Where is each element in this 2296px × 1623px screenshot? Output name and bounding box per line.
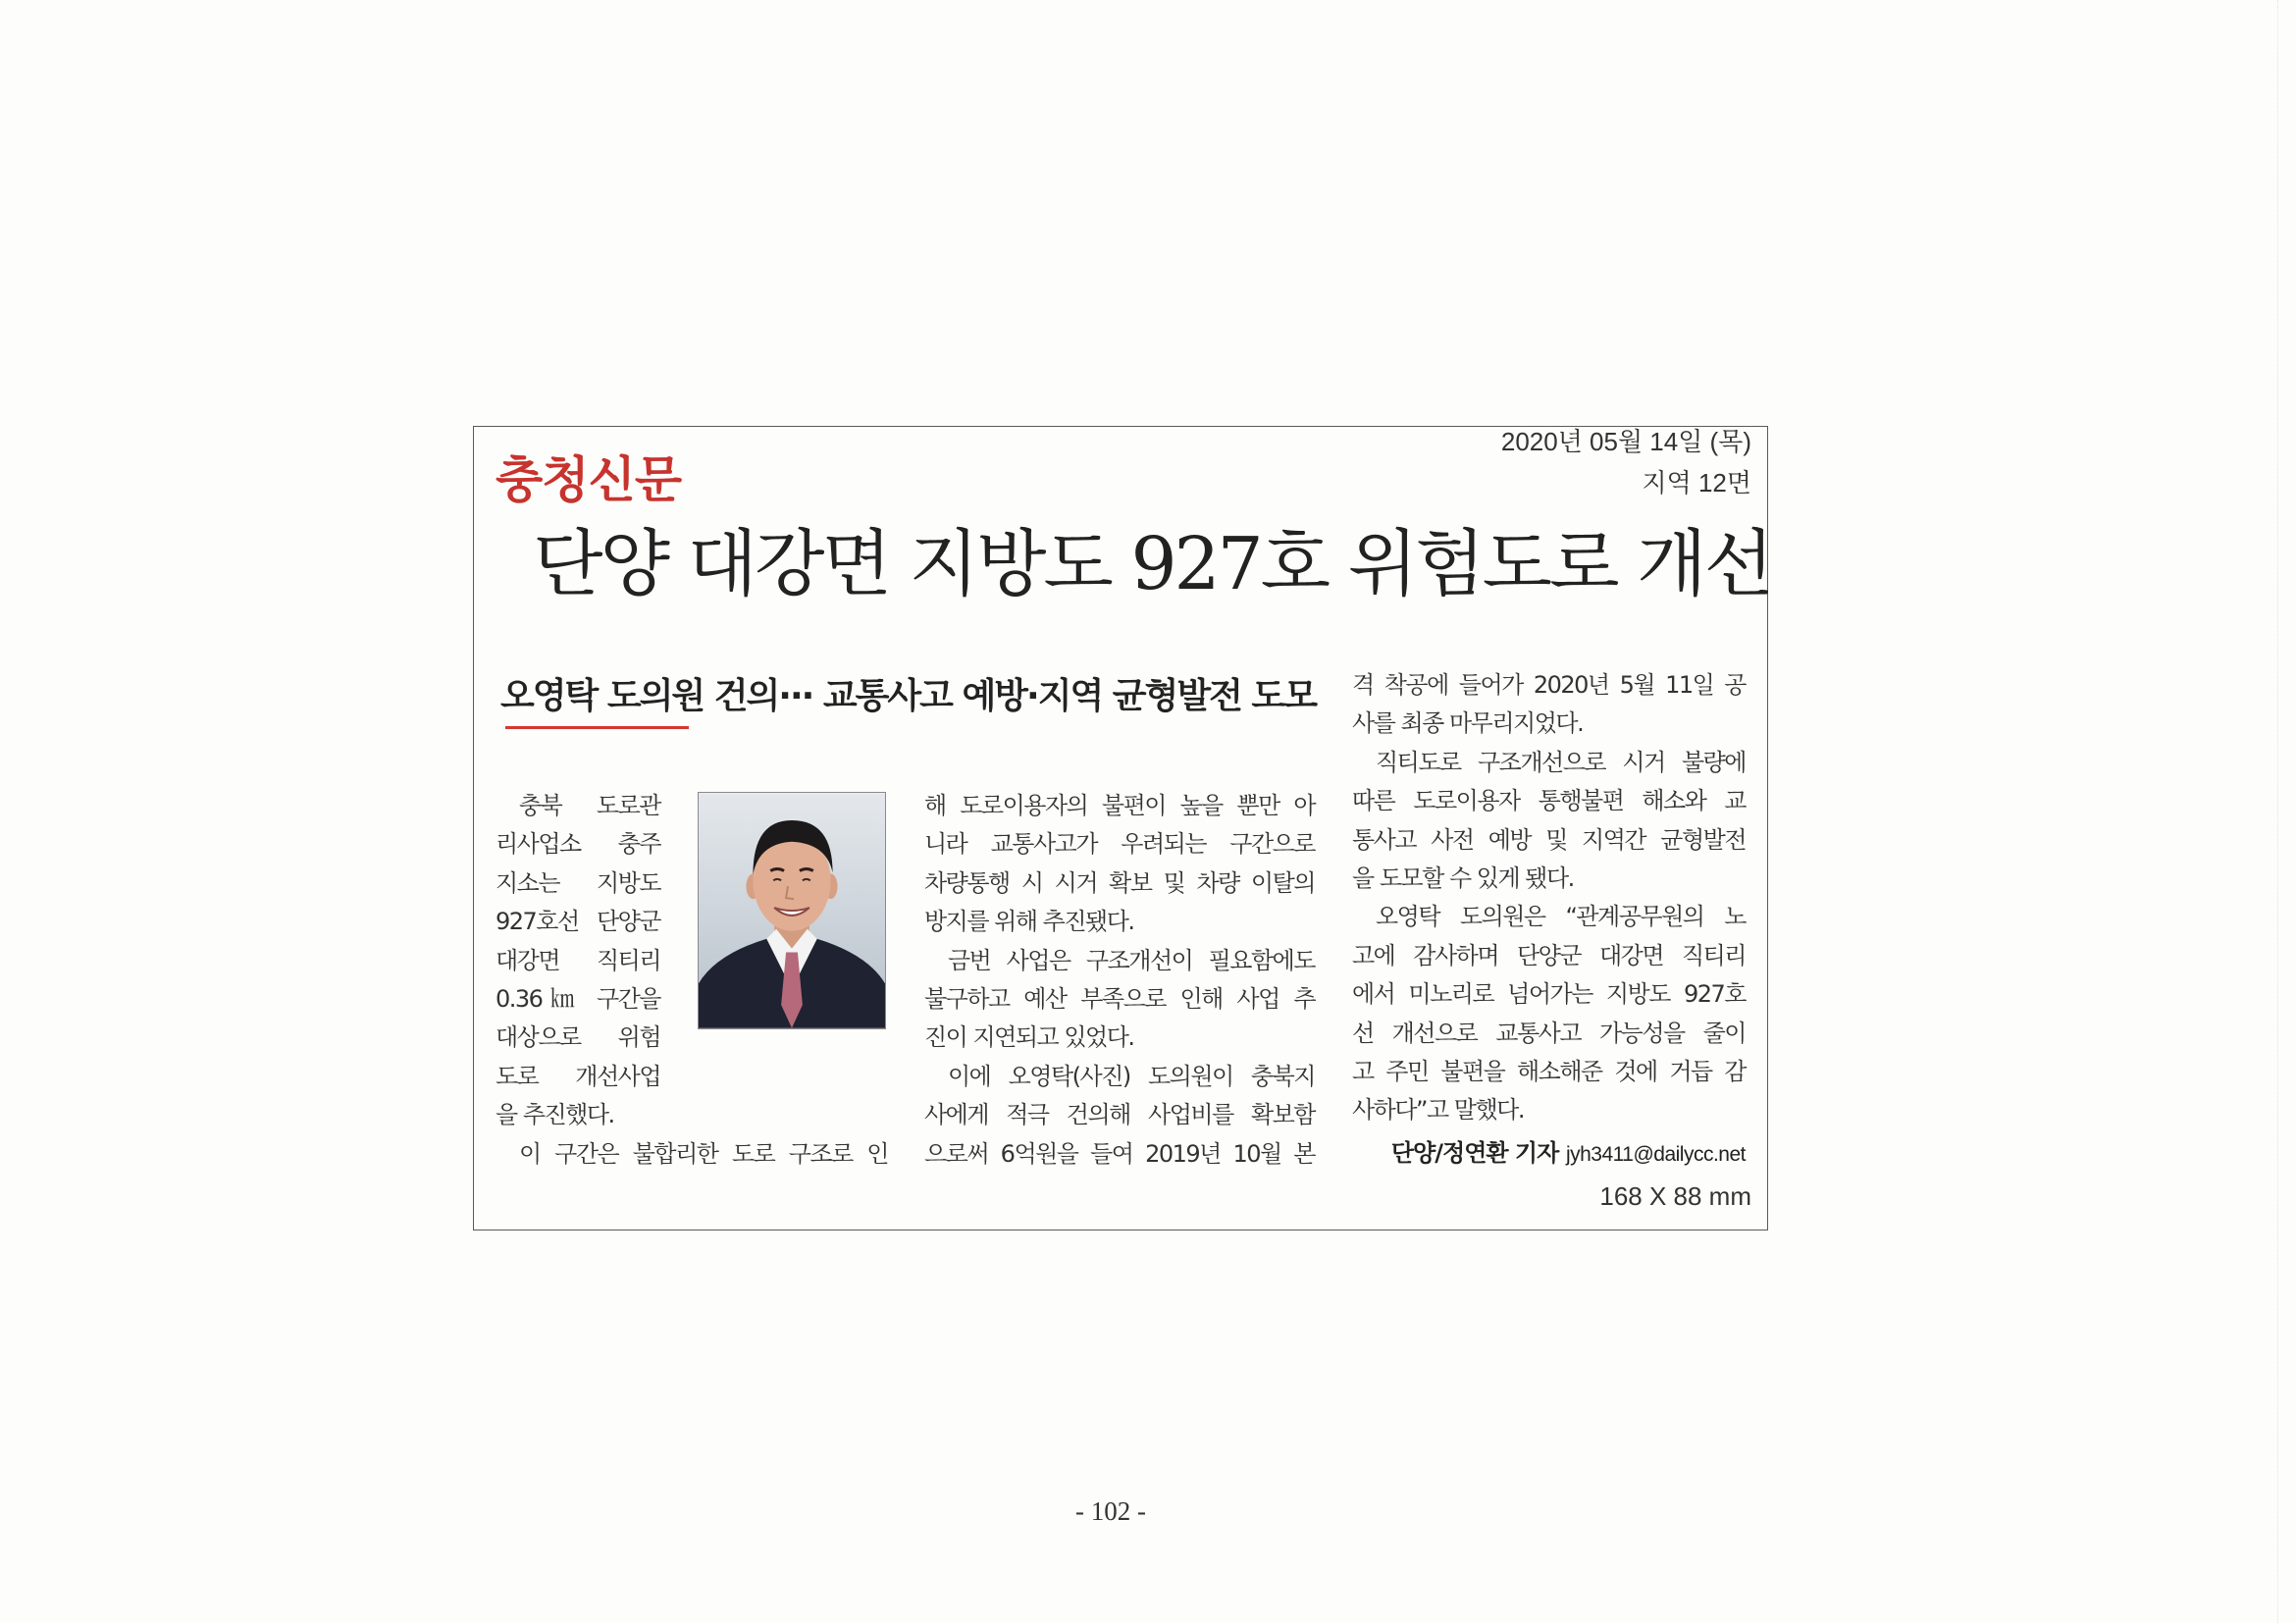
headline: 단양 대강면 지방도 927호 위험도로 개선 xyxy=(533,522,1772,606)
article-line: 사하다”고 말했다. xyxy=(1352,1096,1524,1125)
article-line: 격 착공에 들어가 2020년 5월 11일 공 xyxy=(1352,671,1746,699)
page-section: 지역 12면 xyxy=(1642,468,1751,497)
byline-reporter: 단양/정연환 기자 xyxy=(1390,1139,1559,1167)
article-line: 니라 교통사고가 우려되는 구간으로 xyxy=(924,830,1315,859)
article-line: 통사고 사전 예방 및 지역간 균형발전 xyxy=(1352,825,1746,854)
scan-edge-line xyxy=(2277,0,2278,1623)
article-line: 고 주민 불편을 해소해준 것에 거듭 감 xyxy=(1352,1057,1746,1085)
article-column-3 xyxy=(1352,666,1746,1130)
article-line: 지소는 지방도 xyxy=(496,868,660,897)
subheadline: 오영탁 도의원 건의··· 교통사고 예방·지역 균형발전 도모 xyxy=(500,676,1316,716)
clipping-size: 168 X 88 mm xyxy=(1599,1181,1751,1211)
article-line: 사를 최종 마무리지었다. xyxy=(1352,709,1584,738)
article-line: 에서 미노리로 넘어가는 지방도 927호 xyxy=(1352,980,1746,1009)
article-line: 불구하고 예산 부족으로 인해 사업 추 xyxy=(924,984,1315,1013)
page-number: - 102 - xyxy=(1075,1496,1146,1526)
subheadline-underline xyxy=(505,726,689,729)
article-line: 금번 사업은 구조개선이 필요함에도 xyxy=(948,946,1315,974)
article-line: 차량통행 시 시거 확보 및 차량 이탈의 xyxy=(924,868,1315,897)
article-line: 도로 개선사업 xyxy=(496,1062,660,1090)
article-line: 진이 지연되고 있었다. xyxy=(924,1023,1134,1052)
article-line: 방지를 위해 추진됐다. xyxy=(924,908,1134,936)
byline-email: jyh3411@dailycc.net xyxy=(1565,1143,1746,1166)
article-line: 대상으로 위험 xyxy=(496,1023,660,1052)
article-line: 따른 도로이용자 통행불편 해소와 교 xyxy=(1352,787,1746,815)
article-line: 리사업소 충주 xyxy=(496,830,660,859)
article-line: 이에 오영탁(사진) 도의원이 충북지 xyxy=(948,1062,1315,1090)
article-line: 해 도로이용자의 불편이 높을 뿐만 아 xyxy=(924,792,1315,819)
article-column-2 xyxy=(924,787,1315,1174)
article-line: 대강면 직티리 xyxy=(496,946,660,974)
article-line: 충북 도로관 xyxy=(519,792,660,819)
portrait-photo xyxy=(698,792,886,1029)
article-line: 선 개선으로 교통사고 가능성을 줄이 xyxy=(1352,1019,1746,1047)
article-line: 고에 감사하며 단양군 대강면 직티리 xyxy=(1352,941,1746,969)
newspaper-name: 충청신문 xyxy=(496,451,682,508)
byline xyxy=(1391,1133,1746,1175)
article-line: 사에게 적극 건의해 사업비를 확보함 xyxy=(924,1101,1315,1129)
article-line: 을 추진했다. xyxy=(496,1101,614,1129)
publication-date: 2020년 05월 14일 (목) xyxy=(1500,427,1751,456)
article-line: 927호선 단양군 xyxy=(496,908,660,936)
article-line: 오영탁 도의원은 “관계공무원의 노 xyxy=(1376,903,1746,931)
article-line: 을 도모할 수 있게 됐다. xyxy=(1352,864,1574,892)
portrait-image xyxy=(699,793,885,1028)
article-line: 0.36㎞ 구간을 xyxy=(496,984,660,1013)
article-line: 직티도로 구조개선으로 시거 불량에 xyxy=(1376,748,1746,776)
article-line: 이 구간은 불합리한 도로 구조로 인 xyxy=(519,1139,888,1168)
article-line: 으로써 6억원을 들여 2019년 10월 본 xyxy=(924,1139,1315,1168)
